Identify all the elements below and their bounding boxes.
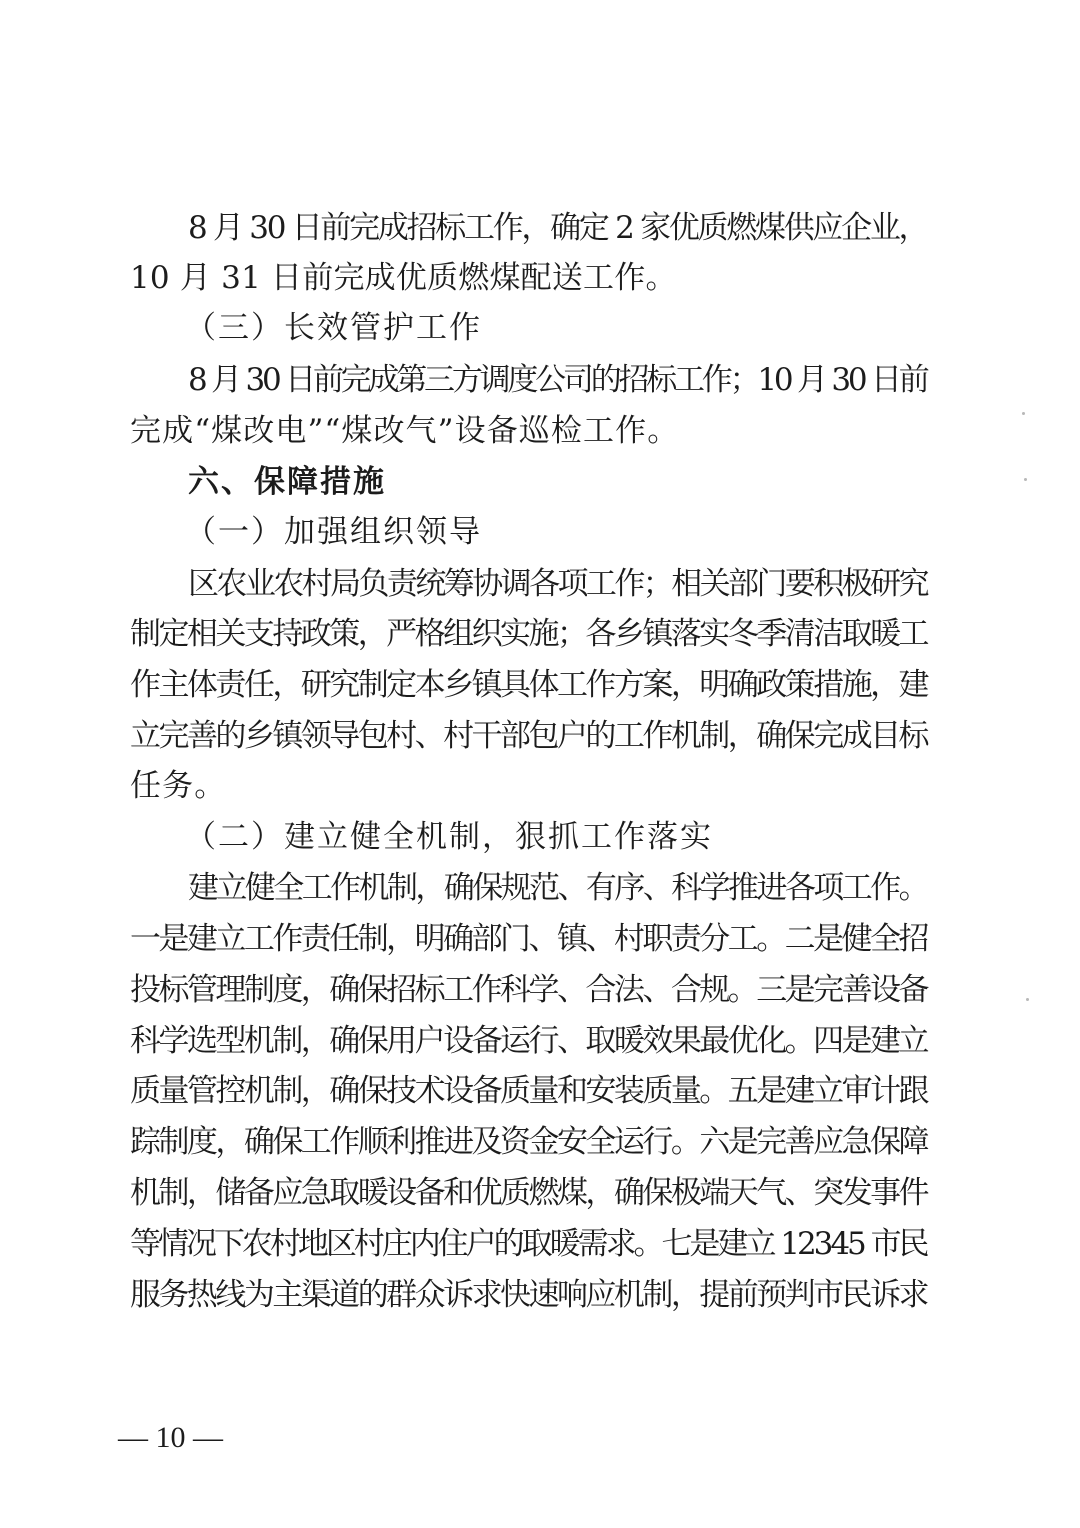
subheading-establish-mechanism: （二）建立健全机制，狠抓工作落实 [185,819,713,855]
text-line: 踪制度，确保工作顺利推进及资金安全运行。六是完善应急保障 [130,1124,927,1160]
text-line: 等情况下农村地区村庄内住户的取暖需求。七是建立 12345 市民 [130,1226,927,1262]
text-line: 建立健全工作机制，确保规范、有序、科学推进各项工作。 [188,870,927,906]
text-line: 制定相关支持政策，严格组织实施；各乡镇落实冬季清洁取暖工 [130,616,927,652]
scan-speck [1024,478,1027,481]
text-line: 8 月 30 日前完成招标工作，确定 2 家优质燃煤供应企业， [188,210,928,246]
text-line: 区农业农村局负责统筹协调各项工作；相关部门要积极研究 [188,566,927,602]
text-line: 服务热线为主渠道的群众诉求快速响应机制，提前预判市民诉求 [130,1277,927,1313]
text-line: 8 月 30 日前完成第三方调度公司的招标工作；10 月 30 日前 [188,362,927,398]
text-line: 任务。 [130,768,227,804]
text-line: 机制，储备应急取暖设备和优质燃煤，确保极端天气、突发事件 [130,1175,927,1211]
text-line: 完成“煤改电”“煤改气”设备巡检工作。 [130,413,680,449]
text-line: 立完善的乡镇领导包村、村干部包户的工作机制，确保完成目标 [130,718,927,754]
text-line: 一是建立工作责任制，明确部门、镇、村职责分工。二是健全招 [130,921,927,957]
text-line: 质量管控机制，确保技术设备质量和安装质量。五是建立审计跟 [130,1073,927,1109]
section-heading-safeguard-measures: 六、保障措施 [188,464,386,500]
text-line: 作主体责任，研究制定本乡镇具体工作方案，明确政策措施，建 [130,667,927,703]
scan-speck [1022,412,1025,415]
page-number: — 10 — [118,1421,223,1454]
text-line: 投标管理制度，确保招标工作科学、合法、合规。三是完善设备 [130,972,927,1008]
subheading-strengthen-leadership: （一）加强组织领导 [185,514,482,550]
text-line: 科学选型机制，确保用户设备运行、取暖效果最优化。四是建立 [130,1023,927,1059]
subheading-long-term-maintenance: （三）长效管护工作 [185,310,482,346]
scan-speck [1026,998,1029,1001]
text-line: 10 月 31 日前完成优质燃煤配送工作。 [130,260,677,296]
